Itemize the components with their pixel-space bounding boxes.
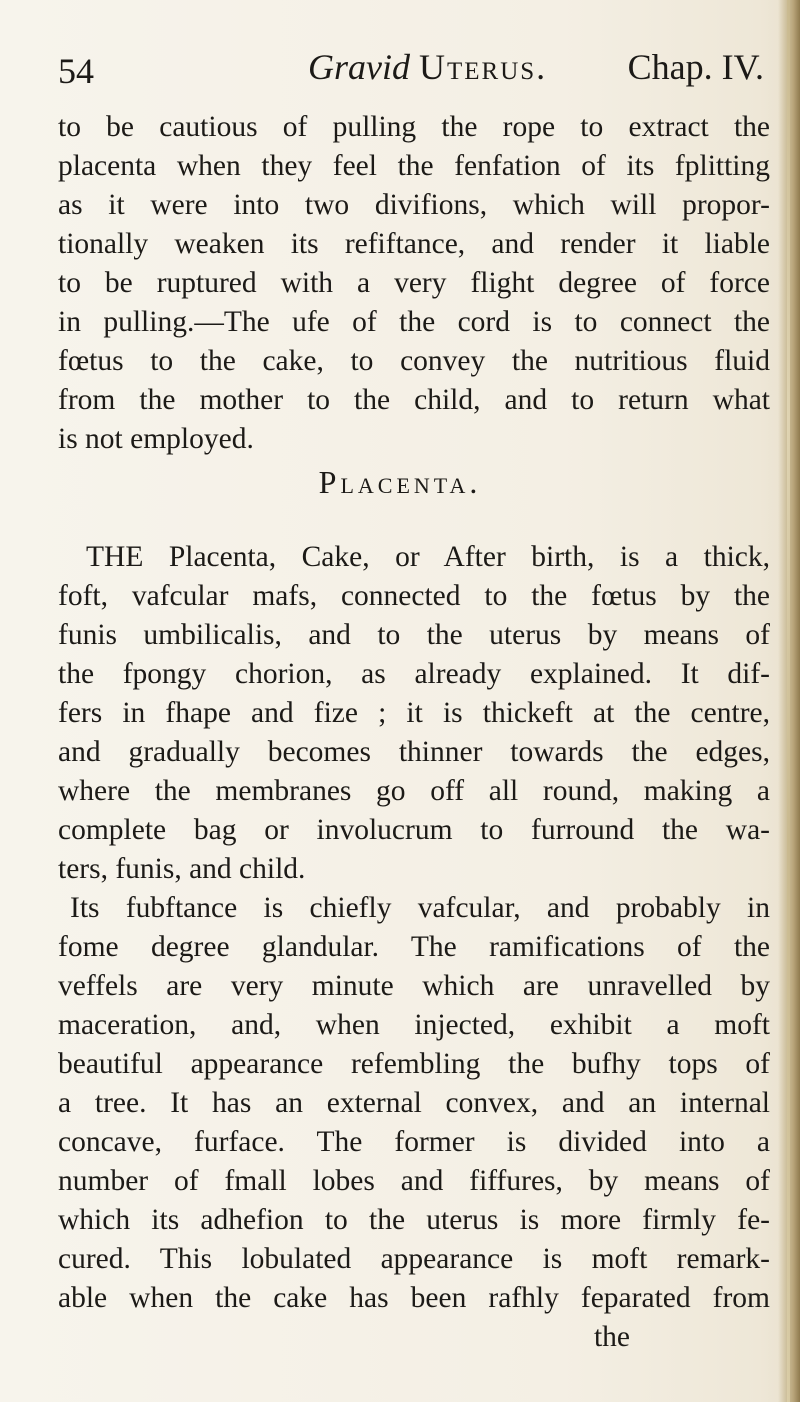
paragraph-continuation <box>58 108 770 459</box>
chapter-label: Chap. IV. <box>627 47 764 87</box>
text-line: THE Placenta, Cake, or After birth, is a thick, <box>86 541 770 573</box>
text-line: Its fubftance is chiefly vafcular, and probably in <box>70 892 770 924</box>
running-header <box>58 40 780 100</box>
text-line: fers in fhape and fize ; it is thickeft at the centre, <box>58 697 770 729</box>
catchword: the <box>593 1321 630 1353</box>
text-line: to be cautious of pulling the rope to extract the <box>58 111 770 143</box>
text-line: from the mother to the child, and to return what <box>58 384 770 416</box>
text-line: as it were into two divifions, which will propor- <box>58 189 770 221</box>
page-edge <box>787 0 790 1402</box>
text-line: beautiful appearance refembling the bufhy tops of <box>58 1048 770 1080</box>
page-number: 54 <box>58 51 94 91</box>
text-line: fœtus to the cake, to convey the nutritious fluid <box>58 345 770 377</box>
text-line: the fpongy chorion, as already explained. It dif- <box>58 658 770 690</box>
running-title-caps: Uterus. <box>419 47 548 87</box>
section-heading: Placenta. <box>318 464 482 500</box>
text-line: a tree. It has an external convex, and an internal <box>58 1087 770 1119</box>
paragraph-placenta-substance <box>58 889 770 1357</box>
text-line: able when the cake has been rafhly feparated from <box>58 1282 770 1314</box>
text-line: where the membranes go off all round, making a <box>58 775 770 807</box>
text-line: which its adhefion to the uterus is more firmly fe- <box>58 1204 770 1236</box>
text-line: cured. This lobulated appearance is moft remark- <box>58 1243 770 1275</box>
text-line: veffels are very minute which are unravelled by <box>58 970 770 1002</box>
text-line: tionally weaken its refiftance, and render it liable <box>58 228 770 260</box>
text-line: maceration, and, when injected, exhibit a moft <box>58 1009 770 1041</box>
text-line: placenta when they feel the fenfation of its fplitting <box>58 150 770 182</box>
text-line: in pulling.—The ufe of the cord is to connect the <box>58 306 770 338</box>
text-line: to be ruptured with a very flight degree of force <box>58 267 770 299</box>
text-line: ters, funis, and child. <box>58 853 306 885</box>
text-line: concave, furface. The former is divided into a <box>58 1126 770 1158</box>
text-line: complete bag or involucrum to furround the wa- <box>58 814 770 846</box>
running-title <box>308 46 547 88</box>
text-line: number of fmall lobes and fiffures, by means of <box>58 1165 770 1197</box>
running-title-italic: Gravid <box>308 47 410 87</box>
text-line: foft, vafcular mafs, connected to the fœtus by the <box>58 580 770 612</box>
paragraph-placenta-intro <box>58 538 770 889</box>
text-line: and gradually becomes thinner towards the edges, <box>58 736 770 768</box>
text-line: funis umbilicalis, and to the uterus by means of <box>58 619 770 651</box>
text-line: is not employed. <box>58 423 254 455</box>
text-line: fome degree glandular. The ramifications of the <box>58 931 770 963</box>
